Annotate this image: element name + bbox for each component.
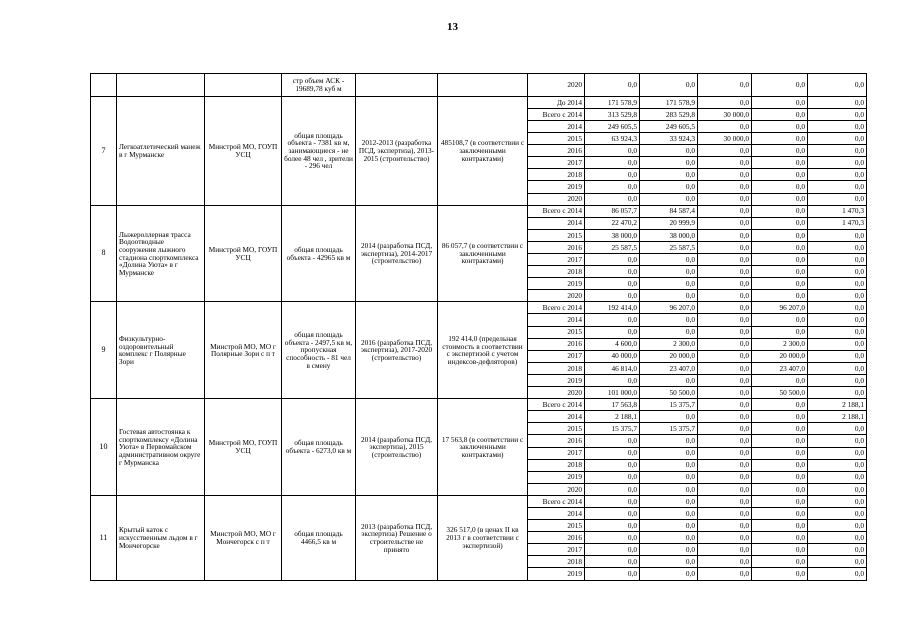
value-other: 0,0 [808,338,867,350]
value-federal: 0,0 [698,568,752,581]
row-year: 2019 [528,568,585,581]
row-year: 2019 [528,374,585,386]
value-regional: 249 605,5 [640,120,698,132]
row-year: 2016 [528,435,585,447]
value-regional: 0,0 [640,326,698,338]
value-municipal: 0,0 [752,278,808,290]
row-year: 2017 [528,157,585,169]
value-regional: 2 300,0 [640,338,698,350]
value-total: 0,0 [585,495,640,507]
value-other: 0,0 [808,532,867,544]
object-cost: 86 057,7 (в соответствии с заключенными контрактами) [438,205,528,302]
value-other: 1 470,3 [808,205,867,217]
value-other: 0,0 [808,74,867,97]
row-year: 2018 [528,266,585,278]
value-other: 0,0 [808,229,867,241]
row-year: Всего с 2014 [528,205,585,217]
value-total: 17 563,8 [585,399,640,411]
row-year: 2016 [528,338,585,350]
value-federal: 0,0 [698,217,752,229]
object-cost: 326 517,0 (в ценах II кв 2013 г в соответствии с экспертизой) [438,495,528,580]
value-federal: 0,0 [698,459,752,471]
value-regional: 0,0 [640,556,698,568]
value-total: 101 000,0 [585,387,640,399]
value-total: 63 924,3 [585,133,640,145]
value-federal: 0,0 [698,350,752,362]
value-municipal: 2 300,0 [752,338,808,350]
value-municipal: 0,0 [752,507,808,519]
value-federal: 0,0 [698,120,752,132]
value-municipal: 23 407,0 [752,362,808,374]
row-year: 2017 [528,447,585,459]
value-other: 0,0 [808,241,867,253]
value-other: 0,0 [808,169,867,181]
row-year: 2014 [528,411,585,423]
row-year: 2018 [528,362,585,374]
row-year: 2015 [528,229,585,241]
value-total: 38 000,0 [585,229,640,241]
value-regional: 23 407,0 [640,362,698,374]
value-municipal: 0,0 [752,108,808,120]
object-number: 11 [91,495,117,580]
row-year: 2020 [528,387,585,399]
value-municipal: 0,0 [752,483,808,495]
page-number: 13 [447,21,458,33]
value-regional: 283 529,8 [640,108,698,120]
object-client: Минстрой МО, ГОУП УСЦ [205,96,282,205]
value-other: 0,0 [808,374,867,386]
object-cost: 192 414,0 (предельная стоимость в соответствии с экспертизой с учетом индексов-дефляторов) [438,302,528,399]
value-federal: 0,0 [698,532,752,544]
row-year: 2020 [528,193,585,205]
value-municipal: 96 207,0 [752,302,808,314]
table-row [91,495,867,507]
object-cost: 485108,7 (в соответствии с заключенными контрактами) [438,96,528,205]
value-regional: 20 000,0 [640,350,698,362]
value-regional: 15 375,7 [640,423,698,435]
value-total: 0,0 [585,507,640,519]
object-period: 2014 (разработка ПСД, экспертиза), 2014-2017 (строительство) [356,205,438,302]
value-other: 0,0 [808,326,867,338]
object-number: 8 [91,205,117,302]
value-municipal: 0,0 [752,495,808,507]
value-municipal: 0,0 [752,193,808,205]
row-year: 2014 [528,314,585,326]
value-other: 0,0 [808,447,867,459]
value-total: 0,0 [585,568,640,581]
object-capacity: общая площадь объекта - 42965 кв м [282,205,356,302]
value-regional: 50 500,0 [640,387,698,399]
value-other: 0,0 [808,423,867,435]
row-year: 2015 [528,520,585,532]
value-municipal: 0,0 [752,169,808,181]
value-other: 0,0 [808,544,867,556]
value-total: 0,0 [585,169,640,181]
construction-objects-table [90,73,867,581]
row-year: 2016 [528,241,585,253]
value-municipal: 0,0 [752,229,808,241]
object-name: Лыжероллерная трасса Водоотводные сооружения лыжного стадиона спорткомплекса «Долина Уюта» в г Мурманске [117,205,205,302]
value-regional: 0,0 [640,459,698,471]
value-other: 0,0 [808,350,867,362]
value-regional: 0,0 [640,254,698,266]
value-regional: 0,0 [640,435,698,447]
row-year: 2015 [528,326,585,338]
row-year: До 2014 [528,96,585,108]
value-federal: 0,0 [698,290,752,302]
value-municipal: 0,0 [752,532,808,544]
object-period: 2014 (разработка ПСД, экспертиза), 2015 (строительство) [356,399,438,496]
value-regional: 0,0 [640,157,698,169]
row-year: 2019 [528,471,585,483]
value-regional: 0,0 [640,314,698,326]
value-federal: 0,0 [698,387,752,399]
value-federal: 0,0 [698,278,752,290]
value-municipal: 0,0 [752,96,808,108]
value-regional: 38 000,0 [640,229,698,241]
value-federal: 0,0 [698,229,752,241]
object-capacity: общая площадь объекта - 7381 кв м, занимающиеся - не более 48 чел , зрители - 296 чел [282,96,356,205]
value-other: 0,0 [808,120,867,132]
value-municipal: 0,0 [752,254,808,266]
value-total: 0,0 [585,278,640,290]
value-regional: 0,0 [640,447,698,459]
table-row [91,399,867,411]
value-total: 0,0 [585,435,640,447]
value-other: 0,0 [808,387,867,399]
value-federal: 0,0 [698,423,752,435]
value-other: 0,0 [808,556,867,568]
value-other: 0,0 [808,193,867,205]
value-total: 2 188,1 [585,411,640,423]
value-total: 25 587,5 [585,241,640,253]
value-total: 0,0 [585,483,640,495]
row-year: 2019 [528,278,585,290]
row-year: Всего с 2014 [528,399,585,411]
value-other: 2 188,1 [808,399,867,411]
value-municipal: 0,0 [752,74,808,97]
value-total: 0,0 [585,326,640,338]
value-municipal: 0,0 [752,120,808,132]
table-row [91,74,867,97]
value-other: 0,0 [808,568,867,581]
object-name: Легкоатлетический манеж в г Мурманске [117,96,205,205]
value-total: 0,0 [585,471,640,483]
value-federal: 0,0 [698,374,752,386]
value-total: 0,0 [585,459,640,471]
value-total: 313 529,8 [585,108,640,120]
object-client: Минстрой МО, МО г Полярные Зори с п т [205,302,282,399]
row-year: Всего с 2014 [528,495,585,507]
value-regional: 0,0 [640,181,698,193]
row-year: 2017 [528,350,585,362]
value-federal: 0,0 [698,435,752,447]
row-year: 2020 [528,290,585,302]
value-municipal: 0,0 [752,314,808,326]
value-municipal: 50 500,0 [752,387,808,399]
value-total: 0,0 [585,532,640,544]
value-regional: 0,0 [640,411,698,423]
value-total: 249 605,5 [585,120,640,132]
table-row [91,96,867,108]
value-total: 0,0 [585,290,640,302]
object-number: 9 [91,302,117,399]
value-regional: 20 999,9 [640,217,698,229]
value-municipal: 0,0 [752,423,808,435]
value-federal: 0,0 [698,362,752,374]
row-year: 2018 [528,556,585,568]
value-regional: 0,0 [640,169,698,181]
value-regional: 25 587,5 [640,241,698,253]
value-total: 0,0 [585,254,640,266]
value-other: 0,0 [808,362,867,374]
object-number [91,74,117,97]
object-period: 2013 (разработка ПСД, экспертиза) Решение о строительстве не принято [356,495,438,580]
value-other: 0,0 [808,133,867,145]
object-cost: 17 563,8 (в соответствии с заключенными контрактами) [438,399,528,496]
value-municipal: 0,0 [752,133,808,145]
row-year: 2014 [528,120,585,132]
row-year: 2014 [528,217,585,229]
value-municipal: 0,0 [752,544,808,556]
row-year: 2020 [528,74,585,97]
value-municipal: 0,0 [752,157,808,169]
object-period: 2012-2013 (разработка ПСД, экспертиза), 2013-2015 (строительство) [356,96,438,205]
value-regional: 0,0 [640,520,698,532]
value-municipal: 0,0 [752,435,808,447]
row-year: 2016 [528,145,585,157]
value-municipal: 20 000,0 [752,350,808,362]
object-capacity: общая площадь объекта - 2497,5 кв м, пропускная способность - 81 чел в смену [282,302,356,399]
value-municipal: 0,0 [752,290,808,302]
row-year: 2016 [528,532,585,544]
value-federal: 0,0 [698,314,752,326]
value-total: 0,0 [585,193,640,205]
value-regional: 0,0 [640,266,698,278]
object-number: 10 [91,399,117,496]
value-federal: 0,0 [698,254,752,266]
value-total: 0,0 [585,145,640,157]
value-regional: 15 375,7 [640,399,698,411]
value-federal: 0,0 [698,507,752,519]
value-other: 0,0 [808,254,867,266]
value-other: 0,0 [808,96,867,108]
value-municipal: 0,0 [752,399,808,411]
value-municipal: 0,0 [752,471,808,483]
value-total: 0,0 [585,314,640,326]
value-federal: 0,0 [698,326,752,338]
value-municipal: 0,0 [752,568,808,581]
value-other: 0,0 [808,157,867,169]
value-municipal: 0,0 [752,326,808,338]
object-number: 7 [91,96,117,205]
value-total: 22 470,2 [585,217,640,229]
value-federal: 0,0 [698,169,752,181]
value-federal: 0,0 [698,145,752,157]
value-federal: 0,0 [698,544,752,556]
value-regional: 33 924,3 [640,133,698,145]
value-other: 0,0 [808,145,867,157]
value-municipal: 0,0 [752,447,808,459]
value-total: 0,0 [585,520,640,532]
row-year: 2017 [528,544,585,556]
value-regional: 0,0 [640,532,698,544]
value-total: 0,0 [585,556,640,568]
value-regional: 0,0 [640,495,698,507]
object-name: Гостевая автостоянка к спорткомплексу «Долина Уюта» в Первомайском административном округе г Мурманска [117,399,205,496]
value-other: 1 470,3 [808,217,867,229]
object-capacity: общая площадь 4466,5 кв м [282,495,356,580]
object-name: Крытый каток с искусственным льдом в г Мончегорске [117,495,205,580]
value-federal: 0,0 [698,181,752,193]
value-municipal: 0,0 [752,411,808,423]
value-other: 0,0 [808,471,867,483]
value-municipal: 0,0 [752,217,808,229]
value-total: 0,0 [585,447,640,459]
object-period: 2016 (разработка ПСД, экспертиза), 2017-2020 (строительство) [356,302,438,399]
value-federal: 0,0 [698,193,752,205]
value-regional: 0,0 [640,568,698,581]
value-total: 0,0 [585,266,640,278]
value-federal: 0,0 [698,399,752,411]
row-year: 2018 [528,459,585,471]
value-other: 0,0 [808,278,867,290]
value-total: 46 814,0 [585,362,640,374]
value-federal: 0,0 [698,411,752,423]
value-total: 0,0 [585,181,640,193]
row-year: 2017 [528,254,585,266]
value-regional: 0,0 [640,471,698,483]
value-total: 86 057,7 [585,205,640,217]
row-year: Всего с 2014 [528,302,585,314]
value-total: 192 414,0 [585,302,640,314]
object-name: Физкультурно-оздоровительный комплекс г Полярные Зори [117,302,205,399]
value-regional: 0,0 [640,145,698,157]
value-municipal: 0,0 [752,145,808,157]
row-year: 2018 [528,169,585,181]
value-other: 0,0 [808,302,867,314]
value-regional: 0,0 [640,193,698,205]
value-federal: 0,0 [698,266,752,278]
value-other: 0,0 [808,459,867,471]
value-municipal: 0,0 [752,374,808,386]
value-municipal: 0,0 [752,205,808,217]
value-federal: 0,0 [698,447,752,459]
value-other: 0,0 [808,181,867,193]
value-other: 0,0 [808,520,867,532]
value-regional: 0,0 [640,74,698,97]
row-year: Всего с 2014 [528,108,585,120]
object-client [205,74,282,97]
value-other: 0,0 [808,314,867,326]
value-regional: 0,0 [640,544,698,556]
value-federal: 0,0 [698,556,752,568]
value-federal: 0,0 [698,157,752,169]
value-other: 0,0 [808,435,867,447]
value-total: 0,0 [585,157,640,169]
value-regional: 171 578,9 [640,96,698,108]
row-year: 2020 [528,483,585,495]
object-name [117,74,205,97]
value-other: 0,0 [808,266,867,278]
object-client: Минстрой МО, ГОУП УСЦ [205,399,282,496]
value-municipal: 0,0 [752,556,808,568]
value-regional: 0,0 [640,290,698,302]
value-municipal: 0,0 [752,520,808,532]
value-municipal: 0,0 [752,181,808,193]
value-other: 0,0 [808,290,867,302]
row-year: 2015 [528,423,585,435]
value-federal: 0,0 [698,205,752,217]
value-federal: 0,0 [698,495,752,507]
value-total: 171 578,9 [585,96,640,108]
object-cost [438,74,528,97]
value-regional: 96 207,0 [640,302,698,314]
table-row [91,205,867,217]
object-capacity: стр объем АСК - 19689,78 куб м [282,74,356,97]
object-capacity: общая площадь объекта - 6273,0 кв м [282,399,356,496]
object-period [356,74,438,97]
value-regional: 0,0 [640,278,698,290]
table-row [91,302,867,314]
row-year: 2015 [528,133,585,145]
value-other: 2 188,1 [808,411,867,423]
value-total: 0,0 [585,74,640,97]
value-federal: 0,0 [698,471,752,483]
value-total: 0,0 [585,544,640,556]
value-federal: 0,0 [698,338,752,350]
value-federal: 0,0 [698,74,752,97]
object-client: Минстрой МО, МО г Мончегорск с п т [205,495,282,580]
value-regional: 0,0 [640,483,698,495]
value-federal: 0,0 [698,483,752,495]
value-federal: 0,0 [698,96,752,108]
value-federal: 0,0 [698,302,752,314]
value-federal: 0,0 [698,241,752,253]
value-federal: 30 000,0 [698,108,752,120]
value-regional: 0,0 [640,507,698,519]
value-total: 15 375,7 [585,423,640,435]
value-total: 4 600,0 [585,338,640,350]
row-year: 2019 [528,181,585,193]
value-other: 0,0 [808,507,867,519]
value-regional: 0,0 [640,374,698,386]
row-year: 2014 [528,507,585,519]
value-total: 40 000,0 [585,350,640,362]
value-other: 0,0 [808,495,867,507]
value-regional: 84 587,4 [640,205,698,217]
value-other: 0,0 [808,108,867,120]
value-municipal: 0,0 [752,266,808,278]
value-federal: 30 000,0 [698,133,752,145]
value-municipal: 0,0 [752,459,808,471]
value-other: 0,0 [808,483,867,495]
value-federal: 0,0 [698,520,752,532]
value-municipal: 0,0 [752,241,808,253]
object-client: Минстрой МО, ГОУП УСЦ [205,205,282,302]
value-total: 0,0 [585,374,640,386]
